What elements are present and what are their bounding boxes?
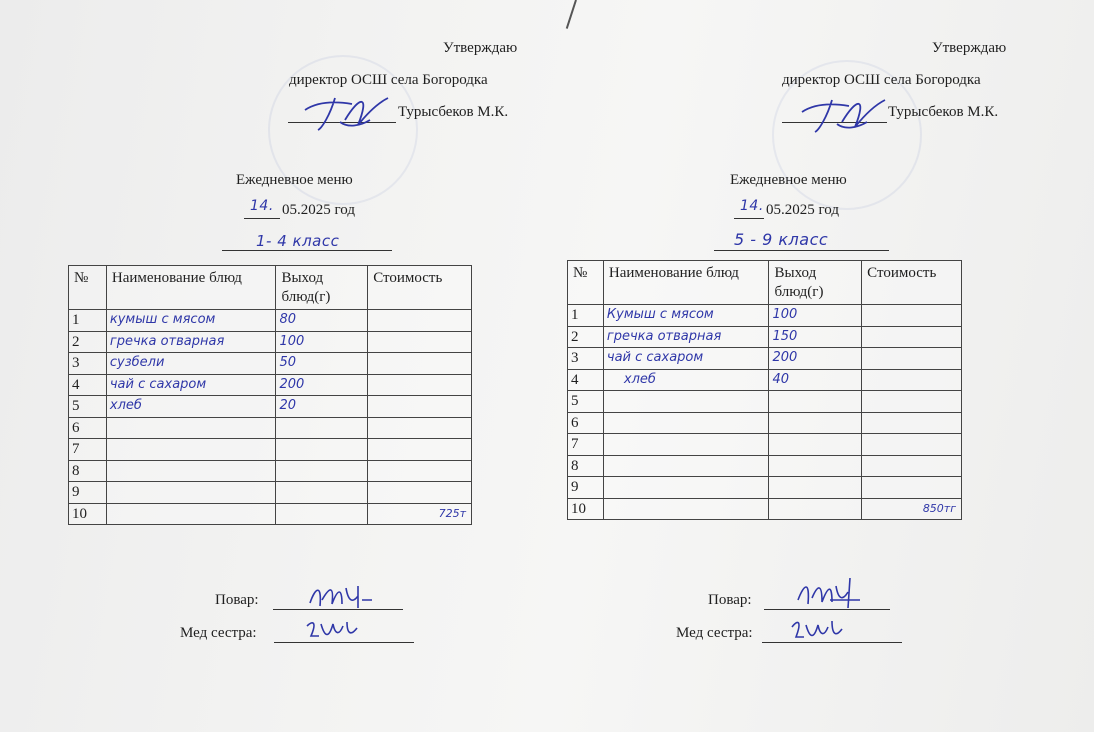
row-output: 50 (276, 353, 368, 375)
cook-label: Повар: (708, 592, 752, 608)
row-name: Кумыш с мясом (603, 305, 769, 327)
table-row (69, 439, 472, 461)
header-name: Наименование блюд (603, 261, 769, 305)
menu-table (567, 260, 962, 520)
approve-label: Утверждаю (932, 40, 1007, 56)
table-row (69, 460, 472, 482)
row-num: 9 (568, 477, 604, 499)
row-output (769, 434, 862, 456)
row-cost (368, 396, 472, 418)
menu-title: Ежедневное меню (730, 172, 847, 188)
row-num: 2 (568, 326, 604, 348)
row-name (106, 482, 276, 504)
table-row (568, 305, 962, 327)
director-signature-icon (300, 90, 395, 135)
row-num: 10 (568, 498, 604, 520)
row-num: 3 (568, 348, 604, 370)
row-output: 40 (769, 369, 862, 391)
table-row (568, 455, 962, 477)
row-name (603, 434, 769, 456)
table-row (69, 331, 472, 353)
nurse-signature-icon (788, 613, 848, 645)
row-cost (862, 455, 962, 477)
row-output: 200 (276, 374, 368, 396)
table-row (568, 391, 962, 413)
table-row (568, 326, 962, 348)
table-row (568, 498, 962, 520)
approve-label: Утверждаю (443, 40, 518, 56)
row-output (769, 391, 862, 413)
table-row (69, 417, 472, 439)
cook-signature-icon (790, 574, 870, 610)
row-output: 20 (276, 396, 368, 418)
row-output (769, 498, 862, 520)
menu-title: Ежедневное меню (236, 172, 353, 188)
row-output (276, 482, 368, 504)
row-output (276, 503, 368, 525)
row-cost (368, 439, 472, 461)
row-cost (862, 348, 962, 370)
table-row (568, 369, 962, 391)
row-output: 200 (769, 348, 862, 370)
row-name (603, 477, 769, 499)
row-cost (368, 353, 472, 375)
class-underline (222, 250, 392, 251)
row-cost: 725т (368, 503, 472, 525)
row-output (276, 417, 368, 439)
row-num: 1 (69, 310, 107, 332)
row-output (769, 412, 862, 434)
row-name (106, 417, 276, 439)
header-output: Выход блюд(г) (769, 261, 862, 305)
menu-table (68, 265, 472, 525)
row-name (106, 503, 276, 525)
row-output: 100 (769, 305, 862, 327)
row-num: 6 (568, 412, 604, 434)
row-name (603, 391, 769, 413)
row-output: 100 (276, 331, 368, 353)
row-cost (368, 331, 472, 353)
date-text: 05.2025 год (282, 202, 355, 218)
row-num: 5 (568, 391, 604, 413)
header-cost: Стоимость (862, 261, 962, 305)
table-header-row (568, 261, 962, 305)
row-cost (862, 369, 962, 391)
date-underline (244, 218, 280, 219)
row-num: 7 (568, 434, 604, 456)
row-name: чай с сахаром (106, 374, 276, 396)
class-handwritten: 5 - 9 класс (734, 230, 829, 249)
row-num: 6 (69, 417, 107, 439)
row-cost (862, 477, 962, 499)
row-cost (862, 412, 962, 434)
director-title: директор ОСШ села Богородка (782, 72, 981, 88)
nurse-label: Мед сестра: (180, 625, 257, 641)
table-row (568, 412, 962, 434)
row-num: 4 (69, 374, 107, 396)
table-row (69, 374, 472, 396)
row-cost (862, 305, 962, 327)
table-row (568, 348, 962, 370)
class-handwritten: 1- 4 класс (256, 232, 340, 250)
table-row (69, 503, 472, 525)
director-signature-icon (797, 92, 892, 137)
row-cost (368, 482, 472, 504)
row-cost (862, 326, 962, 348)
header-cost: Стоимость (368, 266, 472, 310)
row-num: 2 (69, 331, 107, 353)
row-name: гречка отварная (106, 331, 276, 353)
row-name: хлеб (603, 369, 769, 391)
row-cost (862, 391, 962, 413)
row-num: 9 (69, 482, 107, 504)
row-cost: 850тг (862, 498, 962, 520)
table-row (69, 353, 472, 375)
row-cost (368, 460, 472, 482)
row-num: 8 (568, 455, 604, 477)
director-title: директор ОСШ села Богородка (289, 72, 488, 88)
director-name: Турысбеков М.К. (888, 104, 999, 120)
paper-crease (566, 0, 577, 29)
header-name: Наименование блюд (106, 266, 276, 310)
row-name: кумыш с мясом (106, 310, 276, 332)
row-cost (862, 434, 962, 456)
row-output: 150 (769, 326, 862, 348)
table-row (69, 482, 472, 504)
row-num: 4 (568, 369, 604, 391)
row-name (106, 460, 276, 482)
row-num: 5 (69, 396, 107, 418)
date-underline (734, 218, 764, 219)
row-num: 7 (69, 439, 107, 461)
row-name (603, 412, 769, 434)
table-row (568, 477, 962, 499)
table-header-row (69, 266, 472, 310)
class-underline (714, 250, 889, 251)
row-name: хлеб (106, 396, 276, 418)
row-output: 80 (276, 310, 368, 332)
row-name: чай с сахаром (603, 348, 769, 370)
row-output (769, 477, 862, 499)
cook-label: Повар: (215, 592, 259, 608)
director-name: Турысбеков М.К. (398, 104, 509, 120)
row-num: 1 (568, 305, 604, 327)
cook-signature-icon (300, 578, 380, 612)
date-day-handwritten: 14. (250, 198, 274, 214)
row-name: гречка отварная (603, 326, 769, 348)
row-name (106, 439, 276, 461)
nurse-label: Мед сестра: (676, 625, 753, 641)
row-cost (368, 310, 472, 332)
header-num: № (568, 261, 604, 305)
row-num: 8 (69, 460, 107, 482)
row-cost (368, 374, 472, 396)
row-output (276, 460, 368, 482)
table-row (69, 310, 472, 332)
row-cost (368, 417, 472, 439)
row-output (276, 439, 368, 461)
row-num: 10 (69, 503, 107, 525)
table-row (69, 396, 472, 418)
header-output: Выход блюд(г) (276, 266, 368, 310)
row-name (603, 455, 769, 477)
row-name (603, 498, 769, 520)
header-num: № (69, 266, 107, 310)
row-name: сузбели (106, 353, 276, 375)
table-row (568, 434, 962, 456)
row-num: 3 (69, 353, 107, 375)
row-output (769, 455, 862, 477)
nurse-signature-icon (303, 614, 363, 644)
date-day-handwritten: 14. (740, 198, 764, 214)
date-text: 05.2025 год (766, 202, 839, 218)
